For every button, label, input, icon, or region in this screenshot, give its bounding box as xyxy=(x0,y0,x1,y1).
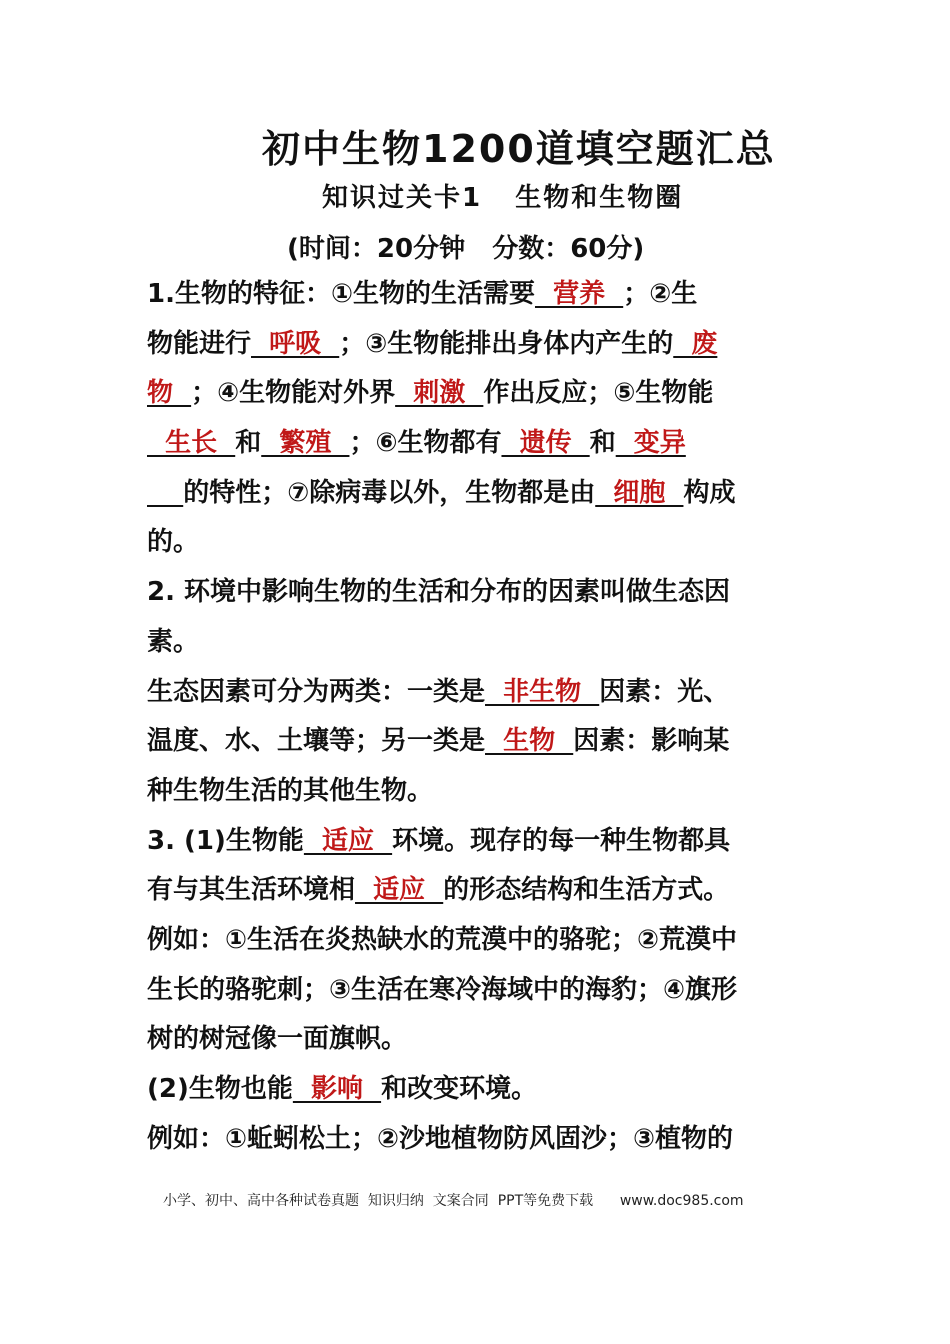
answer-blank: 废 xyxy=(673,328,718,359)
answer-blank: 影响 xyxy=(292,1074,382,1104)
text-segment: 因素：影响某 xyxy=(573,726,730,757)
answer-blank: 细胞 xyxy=(595,477,684,508)
answer-blank: 变异 xyxy=(615,428,686,459)
text-segment: 构成 xyxy=(683,477,736,508)
answer-blank: 生长 xyxy=(147,428,236,459)
text-segment: 例如：①蚯蚓松土；②沙地植物防风固沙；③植物的 xyxy=(147,1123,734,1154)
text-line xyxy=(147,270,815,320)
text-segment: ；③生物能排出身体内产生的 xyxy=(339,328,674,359)
text-line xyxy=(147,618,815,668)
text-line xyxy=(147,419,815,469)
answer-blank: 非生物 xyxy=(485,676,600,707)
text-line xyxy=(147,1115,815,1165)
text-segment: 树的树冠像一面旗帜。 xyxy=(147,1024,408,1055)
text-line xyxy=(147,1065,815,1115)
time-score-line: (时间：20分钟 分数：60分) xyxy=(287,234,645,264)
text-line xyxy=(147,469,815,519)
text-segment: 的形态结构和生活方式。 xyxy=(443,875,730,906)
text-segment: 作出反应；⑤生物能 xyxy=(483,378,714,409)
text-line xyxy=(147,369,815,419)
text-line xyxy=(147,767,815,817)
answer-blank: 适应 xyxy=(303,825,393,856)
text-segment: 的。 xyxy=(147,527,200,558)
page-title: 初中生物1200道填空题汇总 xyxy=(262,127,776,171)
text-segment: (2)生物也能 xyxy=(147,1074,293,1104)
text-segment: 例如：①生活在炎热缺水的荒漠中的骆驼；②荒漠中 xyxy=(147,924,738,955)
text-segment: 温度、水、土壤等；另一类是 xyxy=(147,726,486,757)
text-segment: 2. 环境中影响生物的生活和分布的因素叫做生态因 xyxy=(147,577,731,608)
answer-blank: 繁殖 xyxy=(261,428,350,459)
text-line xyxy=(147,668,815,718)
text-line xyxy=(147,320,815,370)
text-segment: 3. (1)生物能 xyxy=(147,825,304,856)
text-line xyxy=(147,866,815,916)
text-segment: 和改变环境。 xyxy=(381,1074,538,1104)
text-segment: 和 xyxy=(589,428,616,459)
text-segment: ；⑥生物都有 xyxy=(349,428,502,459)
text-segment: 生长的骆驼刺；③生活在寒冷海域中的海豹；④旗形 xyxy=(147,974,738,1005)
text-segment: 1.生物的特征：①生物的生活需要 xyxy=(147,279,535,309)
text-line xyxy=(147,717,815,767)
text-segment: 有与其生活环境相 xyxy=(147,875,356,906)
answer-blank: 物 xyxy=(147,378,192,409)
text-segment: 因素：光、 xyxy=(599,676,730,707)
answer-blank: 刺激 xyxy=(395,378,484,409)
answer-blank: 适应 xyxy=(355,875,444,906)
text-line xyxy=(147,1015,815,1065)
text-segment: 素。 xyxy=(147,626,200,657)
text-line xyxy=(147,966,815,1016)
text-segment: 环境。现存的每一种生物都具 xyxy=(392,825,731,856)
text-segment: 种生物生活的其他生物。 xyxy=(147,775,434,806)
question-body xyxy=(147,270,815,1164)
text-segment: 的特性；⑦除病毒以外，生物都是由 xyxy=(183,477,596,508)
page-footer: 小学、初中、高中各种试卷真题 知识归纳 文案合同 PPT等免费下载 www.doc985.com xyxy=(163,1193,744,1209)
text-line xyxy=(147,518,815,568)
answer-blank: 生物 xyxy=(485,726,574,757)
answer-blank: 呼吸 xyxy=(251,328,340,359)
answer-blank: 营养 xyxy=(534,279,624,309)
text-line xyxy=(147,916,815,966)
text-line xyxy=(147,817,815,867)
text-line xyxy=(147,568,815,618)
text-segment: 和 xyxy=(235,428,262,459)
text-segment: ；②生 xyxy=(623,279,698,309)
answer-blank: 遗传 xyxy=(501,428,590,459)
text-segment: 生态因素可分为两类：一类是 xyxy=(147,676,486,707)
page-subtitle: 知识过关卡1 生物和生物圈 xyxy=(322,183,684,213)
text-segment: 物能进行 xyxy=(147,328,252,359)
text-segment: ；④生物能对外界 xyxy=(191,378,396,409)
answer-blank xyxy=(147,478,183,508)
